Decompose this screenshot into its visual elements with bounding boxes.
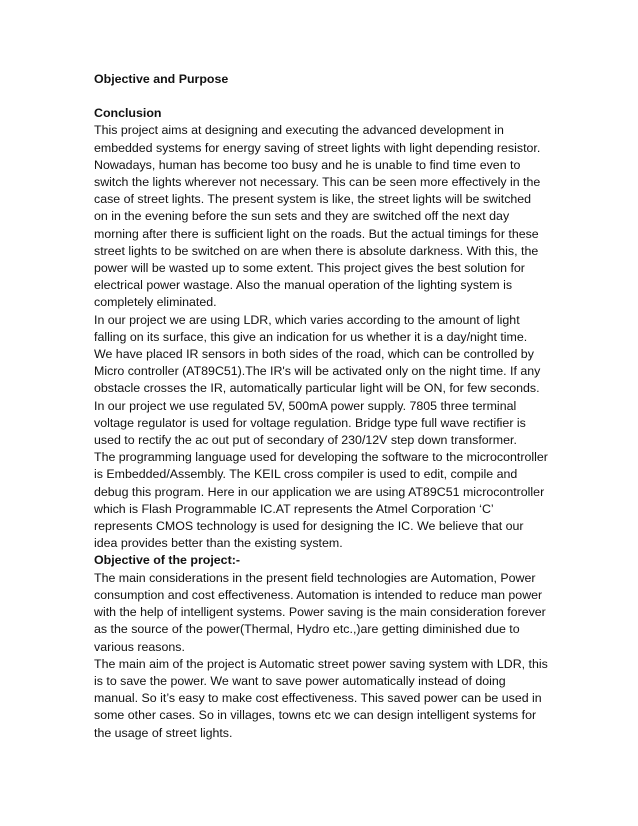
document-title: Objective and Purpose [94,72,229,86]
objective-heading: Objective of the project:- [94,553,240,568]
objective-paragraph: The main considerations in the present field technologies are Automation, Power consumption and cost effectiveness. Automation is intended to reduce man power with the help of intelligent systems. Power saving is the main consideration forever as the source of the power(Thermal, Hydro etc.,)are getting diminished due to various reasons. [94,570,546,654]
conclusion-paragraph: The programming language used for developing the software to the microcontroller is Embedded/Assembly. The KEIL cross compiler is used to edit, compile and debug this program. Here in our application we are using AT89C51 microcontroller which is Flash Programmable IC.AT represents the Atmel Corporation ‘C’ represents CMOS technology is used for designing the IC. We believe that our idea provides better than the existing system. [94,450,548,551]
conclusion-paragraph: In our project we are using LDR, which varies according to the amount of light falling on its surface, this give an indication for us whether it is a day/night time. We have placed IR sensors in both sides of the road, which can be controlled by Micro controller (AT89C51).The IR's will be activated only on the night time. If any obstacle crosses the IR, automatically particular light will be ON, for few seconds. [94,312,541,396]
conclusion-paragraph: This project aims at designing and executing the advanced development in embedded systems for energy saving of street lights with light depending resistor. Nowadays, human has become too busy and he is unable to find time even to switch the lights wherever not necessary. This can be seen more effectively in the case of street lights. The present system is like, the street lights will be switched on in the evening before the sun sets and they are switched off the next day morning after there is sufficient light on the roads. But the actual timings for these street lights to be switched on are when there is absolute darkness. With this, the power will be wasted up to some extent. This project gives the best solution for electrical power wastage. Also the manual operation of the lighting system is completely eliminated. [94,123,541,310]
document-page [94,71,548,742]
objective-paragraph: The main aim of the project is Automatic street power saving system with LDR, this is to save the power. We want to save power automatically instead of doing manual. So it’s easy to make cost effectiveness. This saved power can be used in some other cases. So in villages, towns etc we can design intelligent systems for the usage of street lights. [94,656,548,740]
spacer [94,88,548,105]
conclusion-paragraph: In our project we use regulated 5V, 500mA power supply. 7805 three terminal voltage regulator is used for voltage regulation. Bridge type full wave rectifier is used to rectify the ac out put of secondary of 230/12V step down transformer. [94,398,526,448]
conclusion-heading: Conclusion [94,106,162,121]
